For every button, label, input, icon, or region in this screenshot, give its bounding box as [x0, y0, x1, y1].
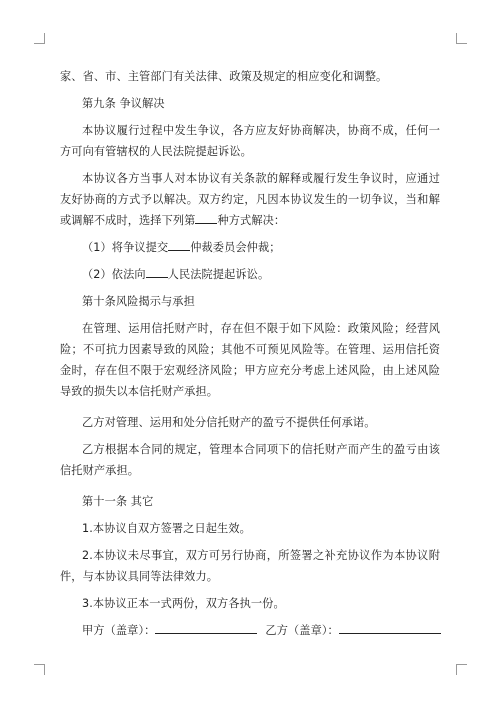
party-b-signature-field[interactable]	[339, 620, 441, 634]
article-9-paragraph-1: 本协议履行过程中发生争议，各方应友好协商解决，协商不成，任何一方可向有管辖权的人民法院提起诉讼。	[60, 124, 440, 158]
article-11-item-2: 2.本协议未尽事宜，双方可另行协商，所签署之补充协议作为本协议附件，与本协议具同等法律效力。	[60, 549, 440, 583]
article-10-paragraph-2: 乙方对管理、运用和处分信托财产的盈亏不提供任何承诺。	[82, 416, 376, 429]
article-10-paragraph-3: 乙方根据本合同的规定，管理本合同项下的信托财产而产生的盈亏由该信托财产承担。	[60, 443, 440, 477]
article-10-heading: 第十条风险揭示与承担	[82, 295, 195, 308]
article-9-option-2	[60, 264, 440, 285]
crop-mark-bottom-right	[456, 664, 467, 675]
article-11-item-1: 1.本协议自双方签署之日起生效。	[82, 522, 251, 535]
party-b-label: 乙方（盖章）：	[265, 624, 339, 637]
article-10-paragraph-1: 在管理、运用信托财产时，存在但不限于如下风险：政策风险；经营风险；不可抗力因素导致的风险；其他不可预见风险等。在管理、运用信托资金时，存在但不限于宏观经济风险；甲方应充分考虑上述风险，由上述风险导致的损失以本信托财产承担。	[60, 322, 440, 398]
option-1-prefix: （1）将争议提交	[82, 241, 169, 254]
option-2-prefix: （2）依法向	[82, 268, 146, 281]
party-a-signature-field[interactable]	[155, 620, 257, 634]
article-9-heading: 第九条 争议解决	[82, 97, 165, 110]
choice-blank[interactable]	[195, 210, 217, 224]
party-a-label: 甲方（盖章）：	[82, 624, 156, 637]
article-9-paragraph-2-text: 本协议各方当事人对本协议有关条款的解释或履行发生争议时，应通过友好协商的方式予以解决。双方约定，凡因本协议发生的一切争议，当和解或调解不成时，选择下列第	[60, 172, 440, 227]
court-blank[interactable]	[146, 264, 168, 278]
article-9-option-1	[60, 237, 440, 258]
option-1-suffix: 仲裁委员会仲裁；	[190, 241, 281, 254]
document-body	[60, 66, 440, 647]
crop-mark-top-left	[34, 33, 45, 44]
crop-mark-top-right	[456, 33, 467, 44]
article-11-item-3: 3.本协议正本一式两份，双方各执一份。	[82, 597, 285, 610]
signature-line	[60, 620, 440, 641]
article-9-paragraph-2	[60, 168, 440, 231]
article-9-paragraph-2-end: 种方式解决：	[217, 214, 286, 227]
article-11-heading: 第十一条 其它	[82, 495, 154, 508]
crop-mark-bottom-left	[34, 664, 45, 675]
continuation-paragraph: 家、省、市、主管部门有关法律、政策及规定的相应变化和调整。	[60, 70, 388, 83]
option-2-suffix: 人民法院提起诉讼。	[167, 268, 270, 281]
arbitration-blank[interactable]	[168, 237, 190, 251]
